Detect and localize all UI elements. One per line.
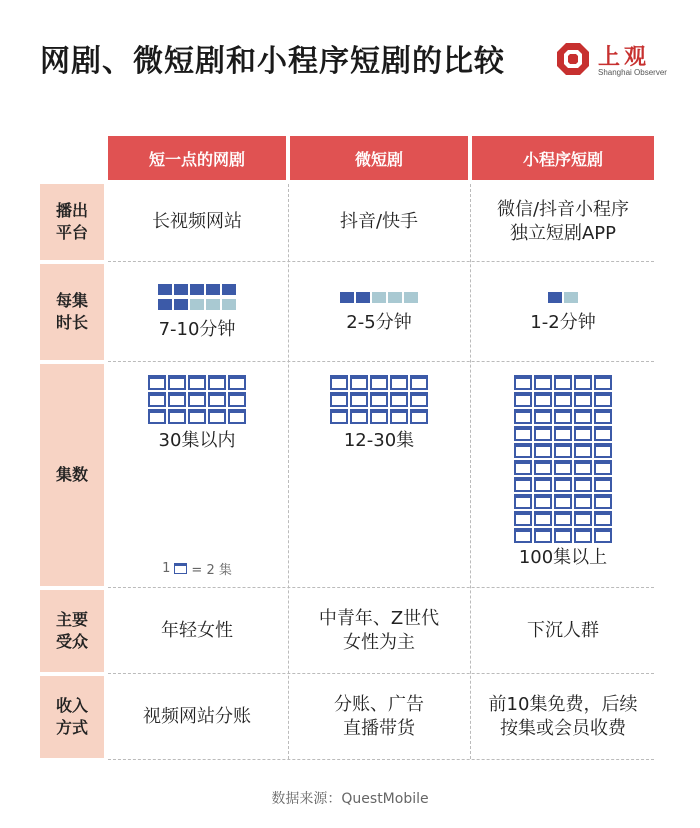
- episode-icon: [534, 443, 552, 458]
- cell-text: 年轻女性: [161, 620, 233, 641]
- minute-block-dark: [158, 299, 172, 310]
- square-row: [547, 290, 579, 305]
- cell-text: 独立短剧APP: [509, 223, 617, 244]
- column-divider: [288, 184, 289, 759]
- duration-squares: [157, 282, 237, 312]
- episode-row: [147, 374, 247, 391]
- episode-icon: [330, 392, 348, 407]
- episode-icons: [147, 374, 247, 425]
- episode-row: [513, 442, 613, 459]
- cell-text: 直播带货: [343, 718, 415, 739]
- minute-block-light: [190, 299, 204, 310]
- episode-icon: [410, 392, 428, 407]
- episode-icon: [514, 375, 532, 390]
- episode-icon: [168, 375, 186, 390]
- episode-row: [329, 408, 429, 425]
- cell-episodes-micro: [290, 364, 468, 586]
- episode-row: [329, 374, 429, 391]
- cell-episodes-mini: [472, 364, 654, 586]
- episode-icon: [228, 409, 246, 424]
- row-label-line: 播出: [55, 201, 88, 220]
- row-label-line: 集数: [55, 465, 88, 484]
- row-label-line: 时长: [55, 313, 88, 332]
- episode-row: [147, 391, 247, 408]
- table-row-audience: [40, 590, 654, 672]
- episode-icon: [390, 409, 408, 424]
- episode-icon: [594, 392, 612, 407]
- episode-icon: [514, 460, 532, 475]
- cell-revenue-mini: [472, 676, 654, 758]
- row-label-episodes: [40, 364, 104, 586]
- shanghai-observer-logo: [556, 40, 666, 84]
- minute-block-light: [564, 292, 578, 303]
- episode-icon: [534, 392, 552, 407]
- episode-icon: [574, 511, 592, 526]
- episode-icon: [534, 494, 552, 509]
- cell-duration-micro: [290, 264, 468, 360]
- cell-duration-web: [108, 264, 286, 360]
- duration-squares: [547, 290, 579, 305]
- episode-icon: [554, 511, 572, 526]
- minute-block-dark: [340, 292, 354, 303]
- episode-icon: [350, 392, 368, 407]
- logo-subtitle: Shanghai Observer: [598, 68, 667, 77]
- episode-icon: [350, 375, 368, 390]
- cell-revenue-web: [108, 676, 286, 758]
- minute-block-light: [222, 299, 236, 310]
- episode-icon: [574, 477, 592, 492]
- cell-text: 100集以上: [518, 547, 608, 568]
- episode-row: [513, 476, 613, 493]
- episode-icon: [534, 460, 552, 475]
- episode-icon: [168, 392, 186, 407]
- episode-icon: [534, 511, 552, 526]
- episode-icon: [554, 409, 572, 424]
- episode-icon: [574, 460, 592, 475]
- cell-text: 12-30集: [343, 430, 415, 451]
- episode-icon: [208, 409, 226, 424]
- episode-icon: [554, 494, 572, 509]
- cell-episodes-web: [108, 364, 286, 586]
- row-label-line: 每集: [55, 291, 88, 310]
- square-row: [339, 290, 419, 305]
- episode-icon: [370, 409, 388, 424]
- cell-duration-mini: [472, 264, 654, 360]
- legend-value: = 2 集: [191, 563, 232, 578]
- episode-icon: [514, 443, 532, 458]
- table-header-row: [40, 136, 654, 180]
- table-row-duration: [40, 264, 654, 360]
- minute-block-dark: [206, 284, 220, 295]
- episode-icon: [390, 375, 408, 390]
- table-row-episodes: [40, 364, 654, 586]
- episode-icon: [574, 392, 592, 407]
- episode-icon: [228, 375, 246, 390]
- episode-icon: [554, 477, 572, 492]
- table-row-platform: [40, 184, 654, 260]
- episode-row: [329, 391, 429, 408]
- cell-platform-web: [108, 184, 286, 260]
- episode-icon: [534, 528, 552, 543]
- minute-block-dark: [548, 292, 562, 303]
- legend-count: 1: [162, 561, 171, 576]
- episode-icon: [514, 528, 532, 543]
- episode-icon: [594, 375, 612, 390]
- episode-icon: [554, 375, 572, 390]
- row-label-line: 平台: [55, 223, 88, 242]
- episode-icon: [228, 392, 246, 407]
- episode-icon: [554, 392, 572, 407]
- episode-icon: [330, 409, 348, 424]
- minute-block-dark: [174, 299, 188, 310]
- episode-icon: [594, 477, 612, 492]
- minute-block-dark: [190, 284, 204, 295]
- column-header-web-drama: 短一点的网剧: [108, 136, 286, 180]
- cell-text: 中青年、Z世代: [318, 608, 440, 629]
- icon-legend: [108, 559, 286, 578]
- episode-icon: [514, 409, 532, 424]
- cell-audience-web: [108, 590, 286, 672]
- episode-icon: [390, 392, 408, 407]
- cell-text: 长视频网站: [152, 211, 242, 232]
- episode-icon: [514, 477, 532, 492]
- square-row: [157, 297, 237, 312]
- episode-icon: [594, 426, 612, 441]
- cell-text: 前10集免费，后续: [488, 694, 638, 715]
- episode-row: [513, 425, 613, 442]
- cell-text: 抖音/快手: [339, 211, 419, 232]
- episode-icon: [330, 375, 348, 390]
- episode-icon: [594, 409, 612, 424]
- episode-icon: [208, 392, 226, 407]
- row-divider: [108, 261, 654, 262]
- episode-icon: [554, 528, 572, 543]
- table-row-revenue: [40, 676, 654, 758]
- episode-icons: [513, 374, 613, 544]
- logo-name: 上观: [598, 45, 651, 70]
- episode-icon: [534, 375, 552, 390]
- cell-platform-micro: [290, 184, 468, 260]
- minute-block-dark: [356, 292, 370, 303]
- episode-row: [513, 527, 613, 544]
- episode-icon: [574, 443, 592, 458]
- episode-icon: [514, 494, 532, 509]
- row-label-line: 方式: [55, 718, 88, 737]
- episode-icon: [148, 375, 166, 390]
- episode-row: [513, 510, 613, 527]
- cell-text: 微信/抖音小程序: [496, 199, 630, 220]
- row-divider: [108, 587, 654, 588]
- episode-icon: [514, 392, 532, 407]
- minute-block-dark: [174, 284, 188, 295]
- row-label-line: 受众: [55, 632, 88, 651]
- duration-squares: [339, 290, 419, 305]
- episode-icon: [534, 409, 552, 424]
- row-divider: [108, 673, 654, 674]
- episode-icon: [188, 409, 206, 424]
- episode-icon: [188, 375, 206, 390]
- episode-icon: [534, 477, 552, 492]
- episode-icon: [594, 528, 612, 543]
- episode-icon: [574, 494, 592, 509]
- episode-icon: [594, 511, 612, 526]
- row-label-line: 主要: [55, 610, 88, 629]
- minute-block-light: [206, 299, 220, 310]
- minute-block-dark: [222, 284, 236, 295]
- column-header-mini-program-drama: 小程序短剧: [472, 136, 654, 180]
- episode-row: [513, 408, 613, 425]
- cell-text: 1-2分钟: [530, 311, 596, 333]
- cell-platform-mini: [472, 184, 654, 260]
- row-divider: [108, 759, 654, 760]
- cell-text: 2-5分钟: [346, 311, 412, 333]
- minute-block-dark: [158, 284, 172, 295]
- episode-icon: [370, 392, 388, 407]
- episode-row: [513, 459, 613, 476]
- minute-block-light: [372, 292, 386, 303]
- column-header-micro-drama: 微短剧: [290, 136, 468, 180]
- episode-icon: [148, 392, 166, 407]
- episode-icon: [594, 443, 612, 458]
- episode-icon: [514, 426, 532, 441]
- episode-icon: [174, 563, 187, 574]
- cell-revenue-micro: [290, 676, 468, 758]
- cell-text: 按集或会员收费: [500, 718, 626, 739]
- episode-icon: [554, 443, 572, 458]
- episode-icon: [574, 409, 592, 424]
- row-label-audience: [40, 590, 104, 672]
- minute-block-light: [404, 292, 418, 303]
- episode-icon: [168, 409, 186, 424]
- episode-icon: [370, 375, 388, 390]
- column-divider: [470, 184, 471, 759]
- episode-icon: [574, 426, 592, 441]
- cell-text: 视频网站分账: [143, 706, 251, 727]
- episode-icon: [554, 426, 572, 441]
- episode-icon: [534, 426, 552, 441]
- cell-text: 30集以内: [158, 430, 236, 451]
- episode-icon: [514, 511, 532, 526]
- episode-icon: [594, 494, 612, 509]
- cell-text: 女性为主: [343, 632, 415, 653]
- episode-row: [147, 408, 247, 425]
- episode-icon: [148, 409, 166, 424]
- cell-audience-micro: [290, 590, 468, 672]
- episode-icon: [188, 392, 206, 407]
- episode-icon: [208, 375, 226, 390]
- episode-row: [513, 493, 613, 510]
- data-source: 数据来源：QuestMobile: [271, 791, 429, 807]
- episode-icon: [410, 409, 428, 424]
- cell-text: 7-10分钟: [158, 319, 236, 340]
- episode-row: [513, 374, 613, 391]
- logo-mark-icon: [556, 42, 590, 76]
- episode-icon: [594, 460, 612, 475]
- minute-block-light: [388, 292, 402, 303]
- episode-icon: [554, 460, 572, 475]
- row-label-platform: [40, 184, 104, 260]
- cell-text: 分账、广告: [334, 694, 424, 715]
- episode-row: [513, 391, 613, 408]
- episode-icon: [574, 375, 592, 390]
- episode-icon: [410, 375, 428, 390]
- square-row: [157, 282, 237, 297]
- cell-audience-mini: [472, 590, 654, 672]
- cell-text: 下沉人群: [527, 620, 599, 641]
- episode-icon: [574, 528, 592, 543]
- episode-icon: [350, 409, 368, 424]
- row-label-line: 收入: [55, 696, 88, 715]
- episode-icons: [329, 374, 429, 425]
- page-title: 网剧、微短剧和小程序短剧的比较: [40, 44, 505, 79]
- row-label-revenue: [40, 676, 104, 758]
- row-divider: [108, 361, 654, 362]
- row-label-duration: [40, 264, 104, 360]
